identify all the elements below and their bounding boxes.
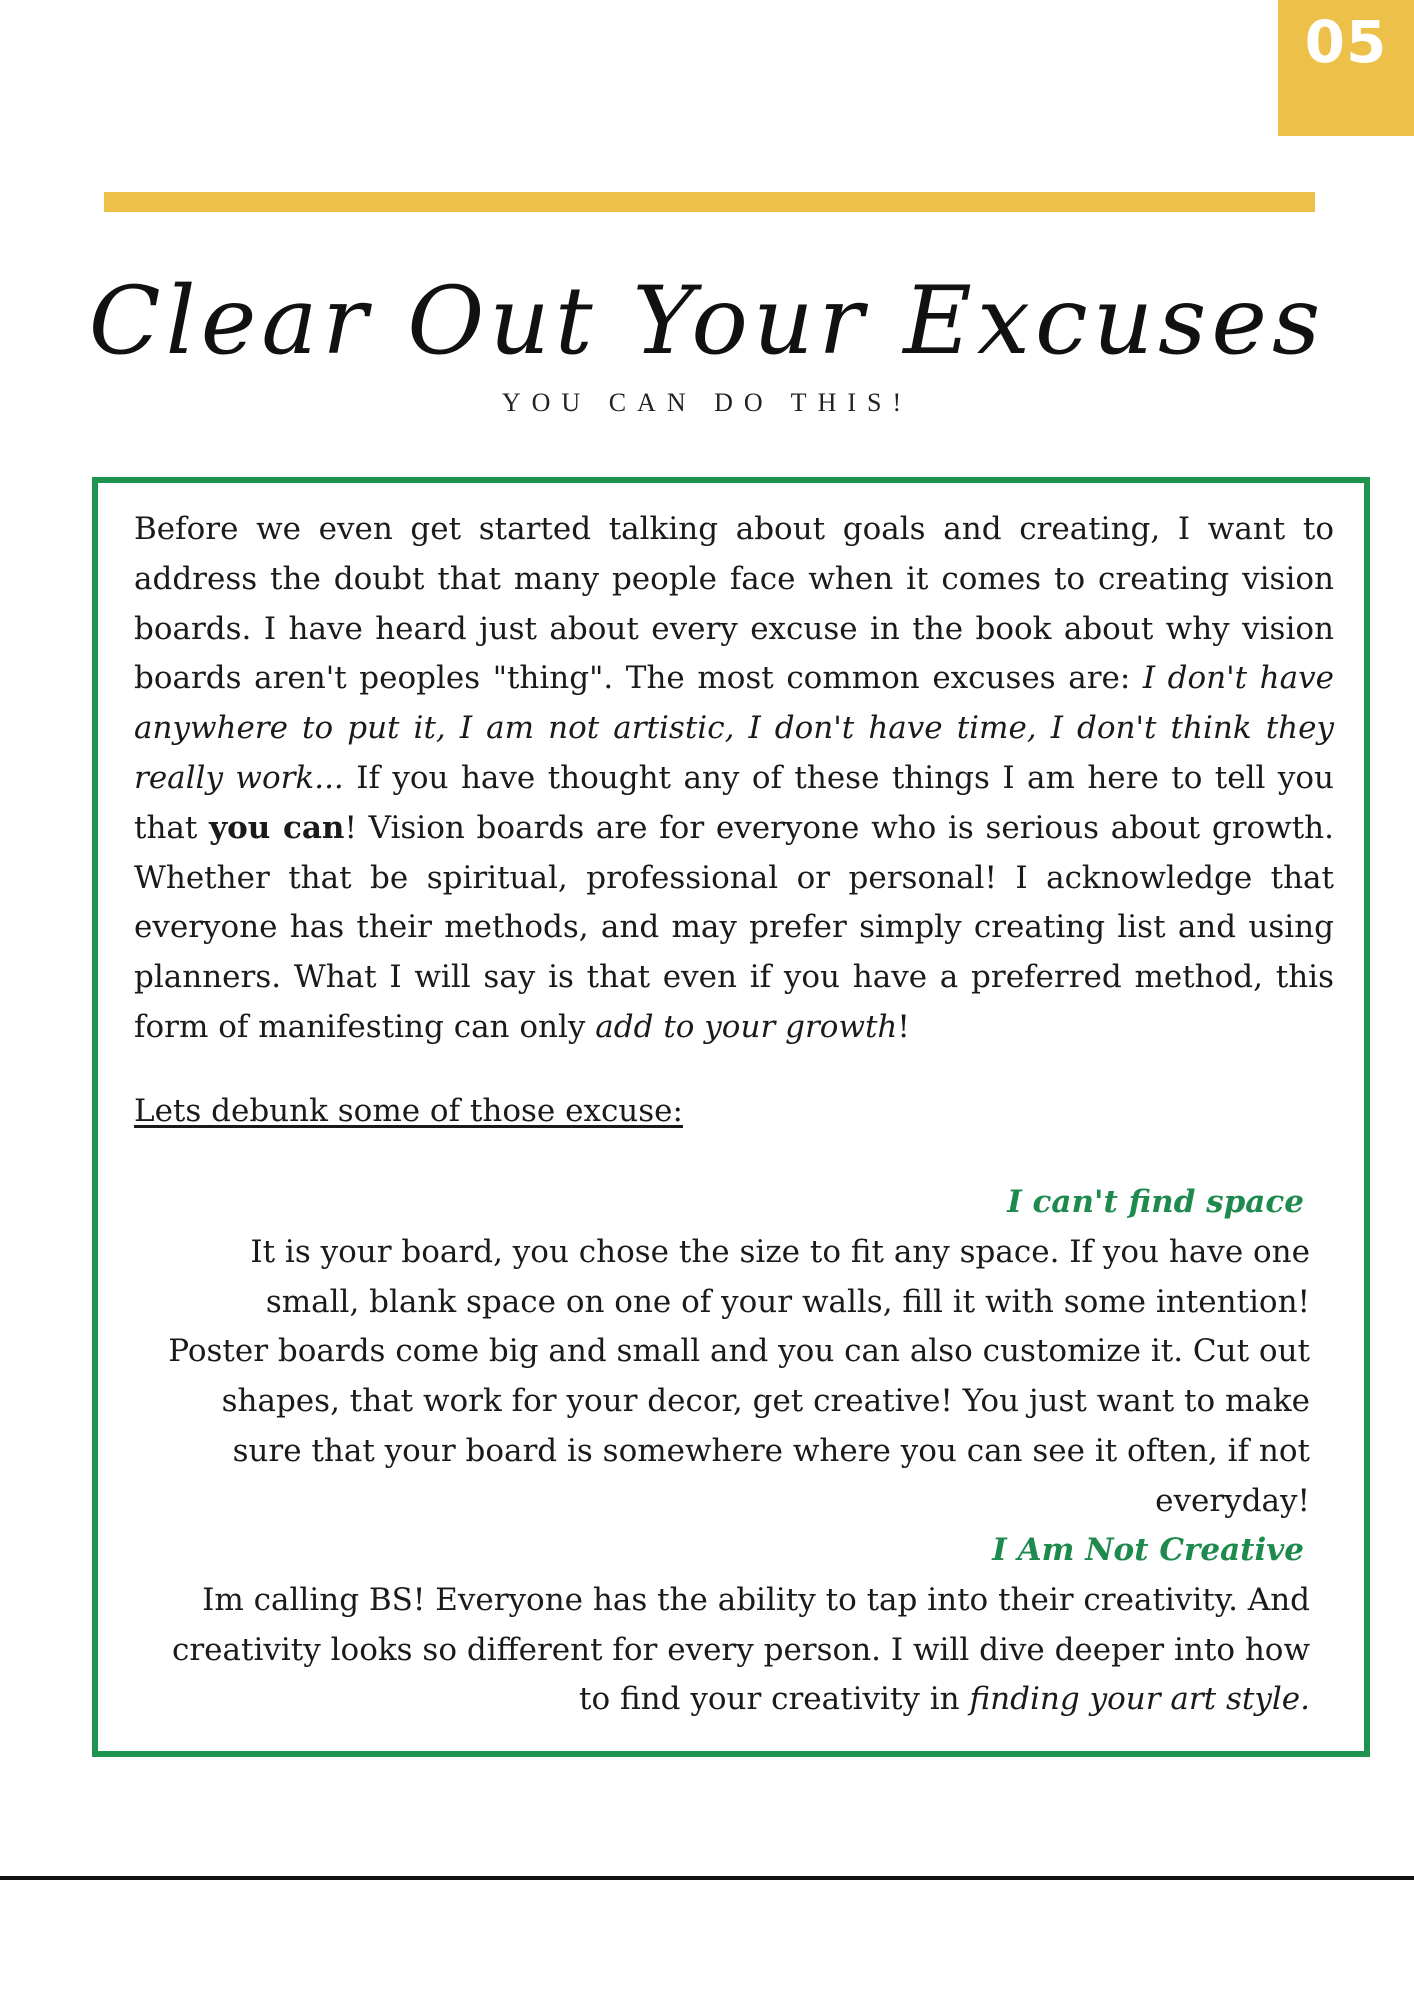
- excuse-section-space: [160, 1178, 1310, 1527]
- intro-text-3: ! Vision boards are for everyone who is serious about growth. Whether that be spiritual, professional or personal! I acknowledge that everyone has their methods, and may prefer simply creating list and using planners. What I will say is that even if you have a preferred method, this form of manifesting can only: [134, 809, 1334, 1045]
- art-style-emphasis: finding your art style.: [969, 1681, 1310, 1718]
- add-to-growth-emphasis: add to your growth: [595, 1008, 898, 1045]
- you-can-emphasis: you can: [209, 809, 345, 846]
- page-number: 05: [1304, 8, 1388, 76]
- section-body: It is your board, you chose the size to fit any space. If you have one small, blank space on one of your walls, fill it with some intention! Poster boards come big and small and you can also customize it. Cut out shapes, that work for your decor, get creative! You just want to make sure that your board is somewhere where you can see it often, if not everyday!: [168, 1233, 1310, 1519]
- top-divider: [104, 192, 1315, 212]
- page-subtitle: YOU CAN DO THIS!: [501, 388, 913, 417]
- section-body-text: Im calling BS! Everyone has the ability to tap into their creativity. And creativity looks so different for every person. I will dive deeper into how to find your creativity in: [172, 1581, 1310, 1718]
- section-heading: I Am Not Creative: [992, 1532, 1304, 1568]
- intro-paragraph: [134, 505, 1334, 1053]
- section-body: [160, 1576, 1310, 1725]
- intro-text-2: If you have thought any of these things I am here to tell you that: [134, 759, 1334, 846]
- page-number-badge: [1278, 0, 1414, 136]
- intro-text-4: !: [897, 1008, 910, 1045]
- debunk-heading: Lets debunk some of those excuse:: [134, 1093, 683, 1129]
- section-heading: I can't find space: [1007, 1184, 1304, 1220]
- page-title: Clear Out Your Excuses: [88, 267, 1326, 376]
- content-box: [92, 477, 1370, 1757]
- intro-text-1: Before we even get started talking about goals and creating, I want to address the doubt that many people face when it comes to creating vision boards. I have heard just about every excuse in the book about why vision boards aren't peoples "thing". The most common excuses are:: [134, 511, 1334, 697]
- bottom-divider: [0, 1876, 1414, 1880]
- excuse-section-creative: [160, 1526, 1310, 1725]
- excuses-list: I don't have anywhere to put it, I am not artistic, I don't have time, I don't think they really work...: [134, 660, 1334, 796]
